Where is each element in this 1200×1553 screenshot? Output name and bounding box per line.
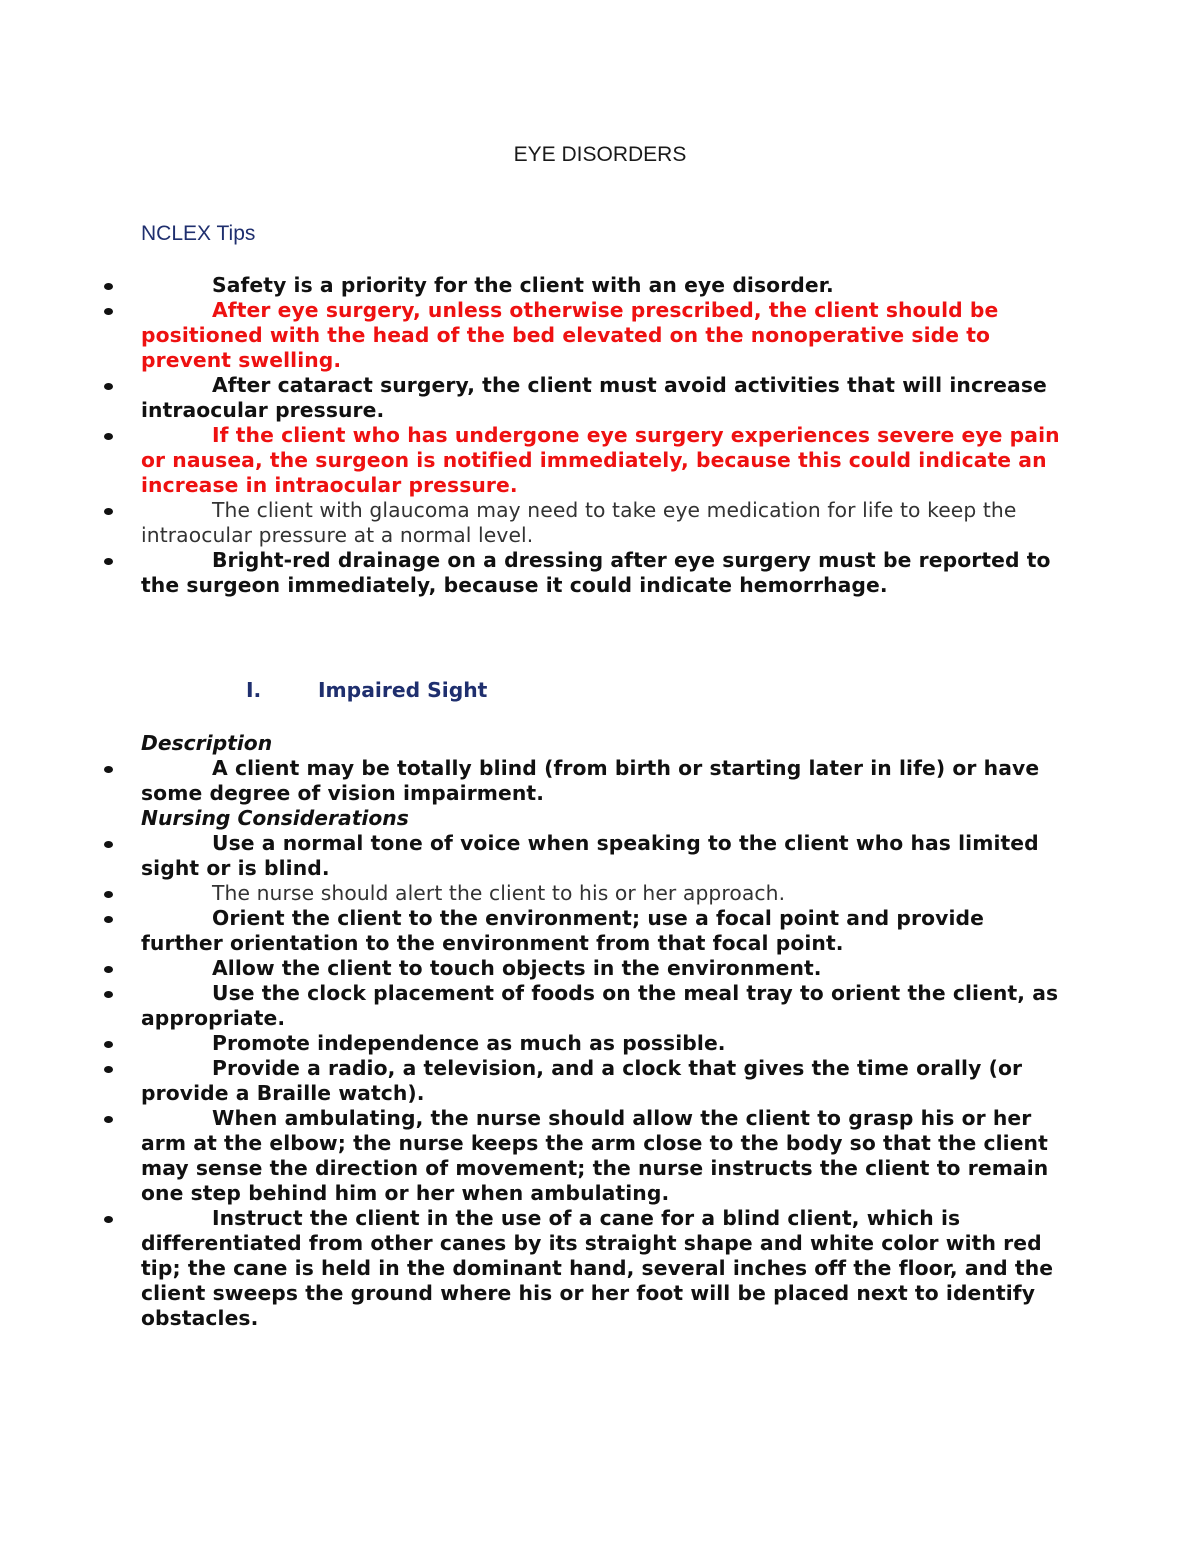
list-item — [100, 1056, 1060, 1106]
list-item — [100, 1106, 1060, 1206]
list-item-text: Instruct the client in the use of a cane for a blind client, which is differentiated from other canes by its straight shape and white color with red tip; the cane is held in the dominant hand, several inches off the floor, and the client sweeps the ground where his or her foot will be placed next to identify obstacles. — [141, 1206, 1054, 1330]
bullet-icon — [104, 1066, 113, 1073]
list-item-text: The nurse should alert the client to his or her approach. — [212, 881, 786, 905]
list-item — [100, 548, 1060, 598]
list-item-text: Bright-red drainage on a dressing after eye surgery must be reported to the surgeon immediately, because it could indicate hemorrhage. — [141, 548, 1051, 597]
list-item — [100, 498, 1060, 548]
bullet-icon — [104, 383, 113, 390]
description-label: Description — [141, 731, 273, 755]
nursing-considerations-label — [100, 806, 1060, 831]
section-heading — [246, 676, 487, 704]
nursing-considerations-text: Nursing Considerations — [141, 806, 409, 830]
list-item — [100, 273, 1060, 298]
bullet-icon — [104, 283, 113, 290]
list-item-text: When ambulating, the nurse should allow the client to grasp his or her arm at the elbow; the nurse keeps the arm close to the body so that the client may sense the direction of movement; the nurse instructs the client to remain one step behind him or her when ambulating. — [141, 1106, 1049, 1205]
list-item — [100, 756, 1060, 806]
bullet-icon — [104, 1116, 113, 1123]
impaired-sight-list — [100, 756, 1060, 1331]
list-item — [100, 881, 1060, 906]
bullet-icon — [104, 966, 113, 973]
list-item-text: Provide a radio, a television, and a clock that gives the time orally (or provide a Braille watch). — [141, 1056, 1023, 1105]
document-title: EYE DISORDERS — [513, 143, 687, 166]
bullet-icon — [104, 891, 113, 898]
bullet-icon — [104, 1041, 113, 1048]
bullet-icon — [104, 841, 113, 848]
nclex-tips-heading: NCLEX Tips — [141, 222, 256, 245]
list-item-text: Promote independence as much as possible. — [212, 1031, 726, 1055]
list-item-text: After eye surgery, unless otherwise prescribed, the client should be positioned with the head of the bed elevated on the nonoperative side to prevent swelling. — [141, 298, 999, 372]
nclex-tips-list — [100, 273, 1060, 598]
list-item-text: Use the clock placement of foods on the meal tray to orient the client, as appropriate. — [141, 981, 1059, 1030]
section-title: Impaired Sight — [318, 678, 488, 702]
list-item-text: After cataract surgery, the client must avoid activities that will increase intraocular pressure. — [141, 373, 1047, 422]
list-item-text: Allow the client to touch objects in the environment. — [212, 956, 822, 980]
list-item — [100, 906, 1060, 956]
bullet-icon — [104, 916, 113, 923]
list-item — [100, 831, 1060, 881]
bullet-icon — [104, 308, 113, 315]
list-item — [100, 956, 1060, 981]
list-item — [100, 1206, 1060, 1331]
list-item-text: If the client who has undergone eye surgery experiences severe eye pain or nausea, the surgeon is notified immediately, because this could indicate an increase in intraocular pressure. — [141, 423, 1060, 497]
bullet-icon — [104, 558, 113, 565]
list-item-text: A client may be totally blind (from birth or starting later in life) or have some degree of vision impairment. — [141, 756, 1040, 805]
list-item-text: Use a normal tone of voice when speaking to the client who has limited sight or is blind. — [141, 831, 1039, 880]
list-item-text: Orient the client to the environment; use a focal point and provide further orientation to the environment from that focal point. — [141, 906, 984, 955]
list-item — [100, 981, 1060, 1031]
bullet-icon — [104, 1216, 113, 1223]
list-item — [100, 423, 1060, 498]
bullet-icon — [104, 433, 113, 440]
list-item — [100, 298, 1060, 373]
bullet-icon — [104, 766, 113, 773]
list-item — [100, 373, 1060, 423]
bullet-icon — [104, 991, 113, 998]
list-item — [100, 1031, 1060, 1056]
list-item-text: Safety is a priority for the client with an eye disorder. — [212, 273, 834, 297]
section-number: I. — [246, 678, 262, 702]
bullet-icon — [104, 508, 113, 515]
list-item-text: The client with glaucoma may need to take eye medication for life to keep the intraocular pressure at a normal level. — [141, 498, 1017, 547]
